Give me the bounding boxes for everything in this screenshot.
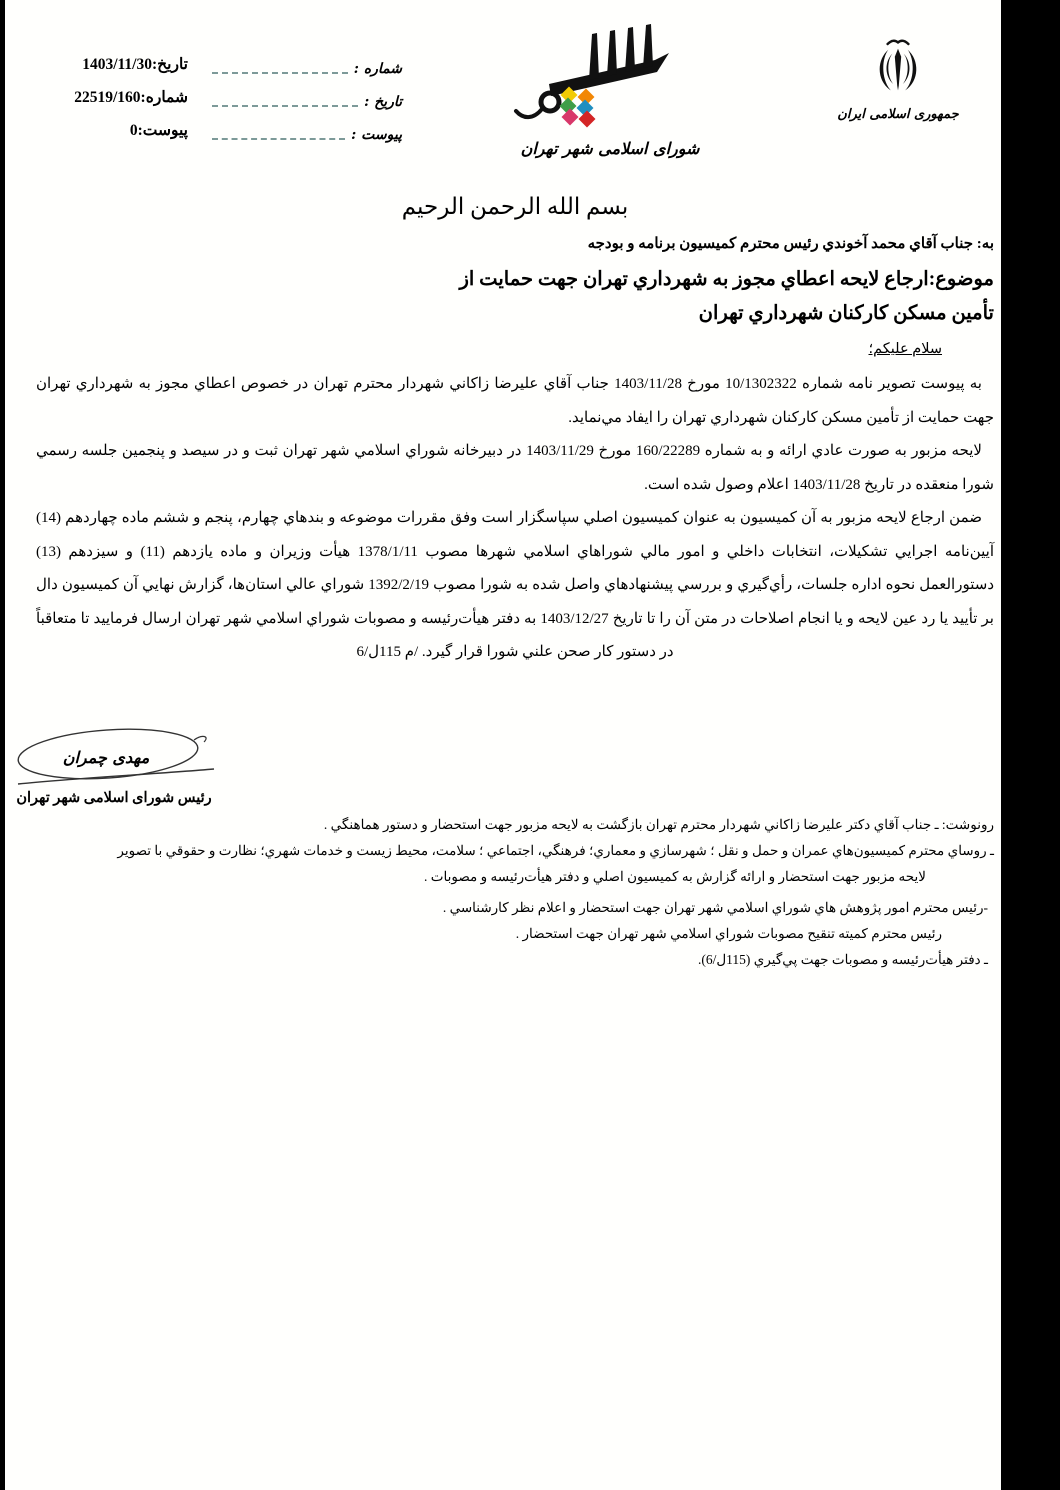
meta-attachment bbox=[38, 114, 188, 147]
council-logo-diamonds bbox=[560, 87, 596, 128]
recipient-line: به: جناب آقاي محمد آخوندي رئيس محترم كميسيون برنامه و بودجه bbox=[587, 236, 994, 252]
meta-number-label: شماره: bbox=[140, 89, 188, 106]
meta-attachment-value: 0 bbox=[129, 122, 138, 139]
cc-line-4: -رئيس محترم امور پژوهش هاي شوراي اسلامي شهر تهران جهت استحضار و اعلام نظر كارشناسي . bbox=[442, 900, 988, 915]
body-paragraph-2: لايحه مزبور به صورت عادي ارائه و به شماره 160/22289 مورخ 1403/11/29 در دبيرخانه شوراي اسلامي شهر تهران ثبت و در سيصد و پنجمين جلسه رسمي شورا منعقده در تاريخ 1403/11/28 اعلام وصول شده است. bbox=[36, 443, 994, 493]
meta-number-value: 22519/160 bbox=[74, 89, 141, 106]
body-paragraph-3: ضمن ارجاع لايحه مزبور به آن كميسيون به عنوان كميسيون اصلي سپاسگزار است وفق مقررات موضوعه و بندهاي چهارم، پنجم و ششم ماده چهاردهم (14) آيين‌نامه اجرايي تشكيلات، انتخابات داخلي و امور مالي شوراهاي اسلامي شهرها مصوب 1378/1/11 هيأت وزيران و ماده يازدهم (11) و سيزدهم (13) دستورالعمل نحوه اداره جلسات، رأي‌گيري و بررسي پيشنهادهاي واصل شده به شورا مصوب 1392/2/19 شوراي عالي استان‌ها، گزارش نهايي آن كميسيون دال بر تأييد يا رد عين لايحه و يا انجام اصلاحات در متن آن را تا تاريخ 1403/12/27 به دفتر هيأت‌رئيسه و مصوبات شوراي اسلامي شهر تهران ارسال فرماييد تا متعاقباً در دستور كار صحن علني شورا قرار گيرد. /م 115ل/6 bbox=[36, 510, 994, 660]
meta-date-label: تاريخ: bbox=[151, 56, 188, 73]
form-field-date-label: تاريخ : bbox=[364, 93, 402, 110]
council-logo-caption: شورای اسلامی شهر تهران bbox=[520, 139, 700, 158]
blank-form-fields bbox=[206, 52, 402, 151]
salutation: سلام عليكم؛ bbox=[868, 341, 942, 357]
letter-body bbox=[36, 194, 994, 670]
dotted-rule bbox=[212, 130, 345, 140]
letter-meta-block bbox=[38, 48, 188, 147]
cc-line-5: رئيس محترم كميته تنقيح مصوبات شوراي اسلامي شهر تهران جهت استحضار . bbox=[515, 926, 942, 941]
form-field-number bbox=[206, 52, 402, 85]
meta-number bbox=[38, 81, 188, 114]
dotted-rule bbox=[212, 64, 348, 74]
dotted-rule bbox=[212, 97, 358, 107]
council-logo bbox=[503, 20, 717, 158]
form-field-attachment bbox=[206, 118, 402, 151]
subject-line-2: تأمين مسكن كاركنان شهرداري تهران bbox=[698, 303, 994, 324]
iran-emblem bbox=[828, 36, 968, 122]
meta-attachment-label: پيوست: bbox=[137, 122, 188, 139]
signer-name: مهدی چمران bbox=[62, 748, 150, 767]
iran-emblem-caption: جمهوری اسلامی ایران bbox=[837, 107, 959, 122]
bismillah: بسم الله الرحمن الرحيم bbox=[401, 194, 629, 219]
cc-line-1: رونوشت: ـ جناب آقاي دكتر عليرضا زاكاني شهردار محترم تهران بازگشت به لايحه مزبور جهت استحضار و دستور هماهنگي . bbox=[323, 817, 994, 832]
signer-title: رئيس شورای اسلامی شهر تهران bbox=[16, 790, 212, 806]
subject-line bbox=[36, 263, 994, 331]
subject-line-1: موضوع:ارجاع لايحه اعطاي مجوز به شهرداري تهران جهت حمايت از bbox=[459, 269, 994, 290]
meta-date bbox=[38, 48, 188, 81]
scan-artifact-right-bar bbox=[1001, 0, 1060, 1490]
allah-emblem-icon bbox=[858, 36, 938, 100]
scan-artifact-left-bar bbox=[0, 0, 5, 1490]
form-field-number-label: شماره : bbox=[353, 60, 402, 77]
cc-line-3: لايحه مزبور جهت استحضار و ارائه گزارش به كميسيون اصلي و دفتر هيأت‌رئيسه و مصوبات . bbox=[424, 869, 926, 884]
cc-line-2: ـ روساي محترم كميسيون‌هاي عمران و حمل و نقل ؛ شهرسازي و معماري؛ فرهنگي، اجتماعي ؛ سلامت، محيط زيست و خدمات شهري؛ نظارت و حقوقي با تصوير bbox=[117, 843, 994, 858]
council-calligraphy-icon bbox=[503, 20, 717, 138]
form-field-attachment-label: پيوست : bbox=[351, 126, 402, 143]
meta-date-value: 1403/11/30 bbox=[82, 56, 152, 73]
cc-line-6: ـ دفتر هيأت‌رئيسه و مصوبات جهت پي‌گيري (115ل/6). bbox=[697, 952, 988, 967]
form-field-date bbox=[206, 85, 402, 118]
body-paragraph-1: به پيوست تصوير نامه شماره 10/1302322 مورخ 1403/11/28 جناب آقاي عليرضا زاكاني شهردار محترم تهران در خصوص اعطاي مجوز به شهرداري تهران جهت حمايت از تأمين مسكن كاركنان شهرداري تهران را ايفاد مي‌نمايد. bbox=[36, 376, 994, 426]
cc-block bbox=[36, 812, 994, 973]
